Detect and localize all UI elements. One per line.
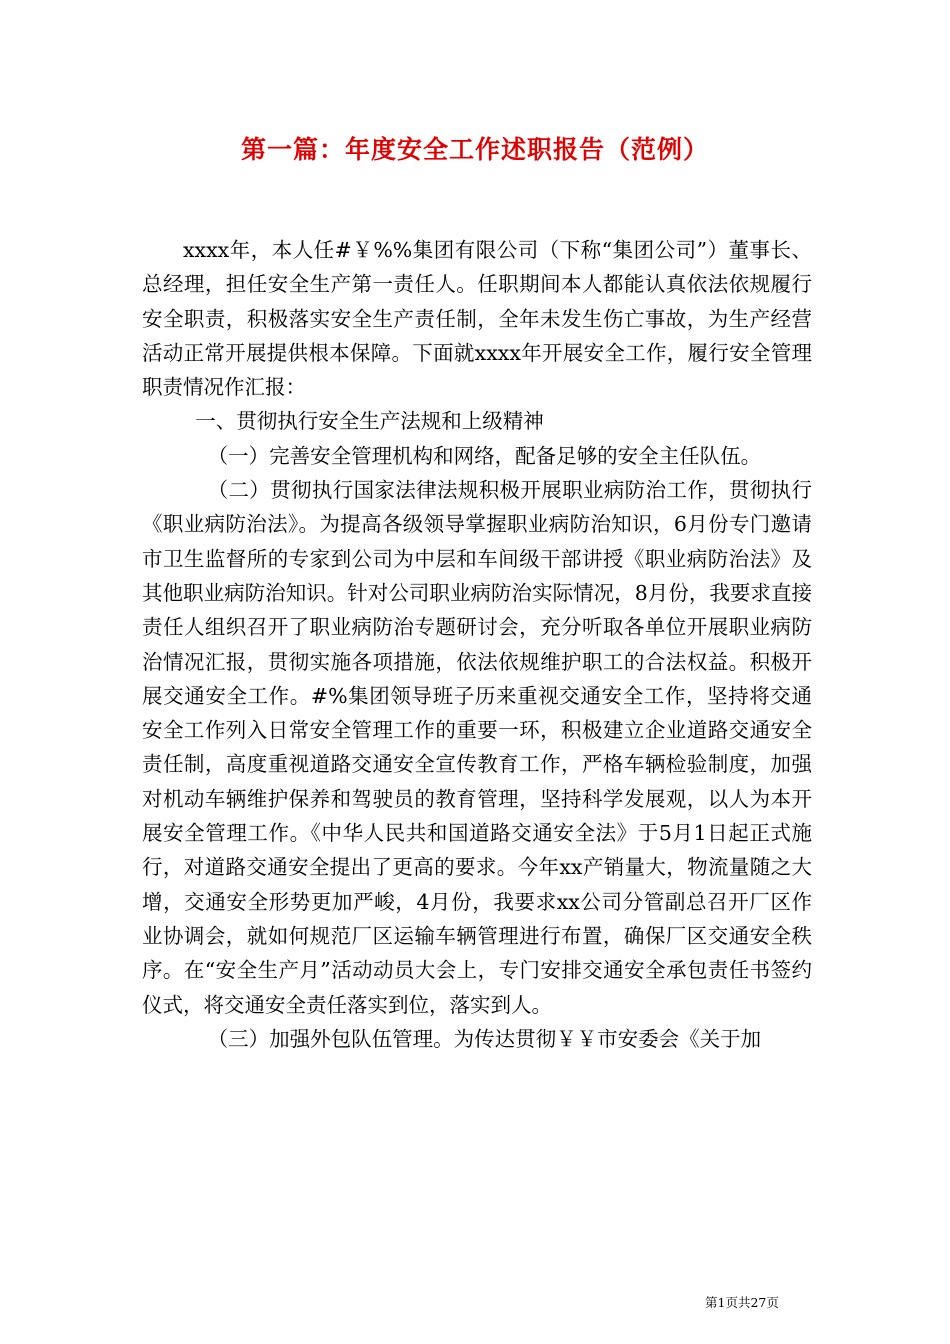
document-title: 第一篇：年度安全工作述职报告（范例） (240, 135, 709, 164)
section-heading-1: 一、贯彻执行安全生产法规和上级精神 (195, 409, 544, 434)
document-body (142, 233, 812, 1056)
subsection-3: （三）加强外包队伍管理。为传达贯彻￥￥市安委会《关于加 (207, 1026, 762, 1051)
page-number-footer: 第1页共27页 (705, 1295, 779, 1310)
subsection-2: （二）贯彻执行国家法律法规积极开展职业病防治工作，贯彻执行《职业病防治法》。为提高各级领导掌握职业病防治知识，6月份专门邀请市卫生监督所的专家到公司为中层和车间级干部讲授《职业病防治法》及其他职业病防治知识。针对公司职业病防治实际情况，8月份，我要求直接责任人组织召开了职业病防治专题研讨会，充分听取各单位开展职业病防治情况汇报，贯彻实施各项措施，依法依规维护职工的合法权益。积极开展交通安全工作。#%集团领导班子历来重视交通安全工作，坚持将交通安全工作列入日常安全管理工作的重要一环，积极建立企业道路交通安全责任制，高度重视道路交通安全宣传教育工作，严格车辆检验制度，加强对机动车辆维护保养和驾驶员的教育管理，坚持科学发展观，以人为本开展安全管理工作。《中华人民共和国道路交通安全法》于5月1日起正式施行，对道路交通安全提出了更高的要求。今年xx产销量大，物流量随之大增，交通安全形势更加严峻，4月份，我要求xx公司分管副总召开厂区作业协调会，就如何规范厂区运输车辆管理进行布置，确保厂区交通安全秩序。在“安全生产月”活动动员大会上，专门安排交通安全承包责任书签约仪式，将交通安全责任落实到位，落实到人。 (142, 478, 812, 1017)
subsection-1: （一）完善安全管理机构和网络，配备足够的安全主任队伍。 (207, 443, 762, 468)
intro-paragraph: xxxx年，本人任#￥%%集团有限公司（下称“集团公司”）董事长、总经理，担任安全生产第一责任人。任职期间本人都能认真依法依规履行安全职责，积极落实安全生产责任制，全年未发生伤亡事故，为生产经营活动正常开展提供根本保障。下面就xxxx年开展安全工作，履行安全管理职责情况作汇报： (142, 238, 812, 400)
